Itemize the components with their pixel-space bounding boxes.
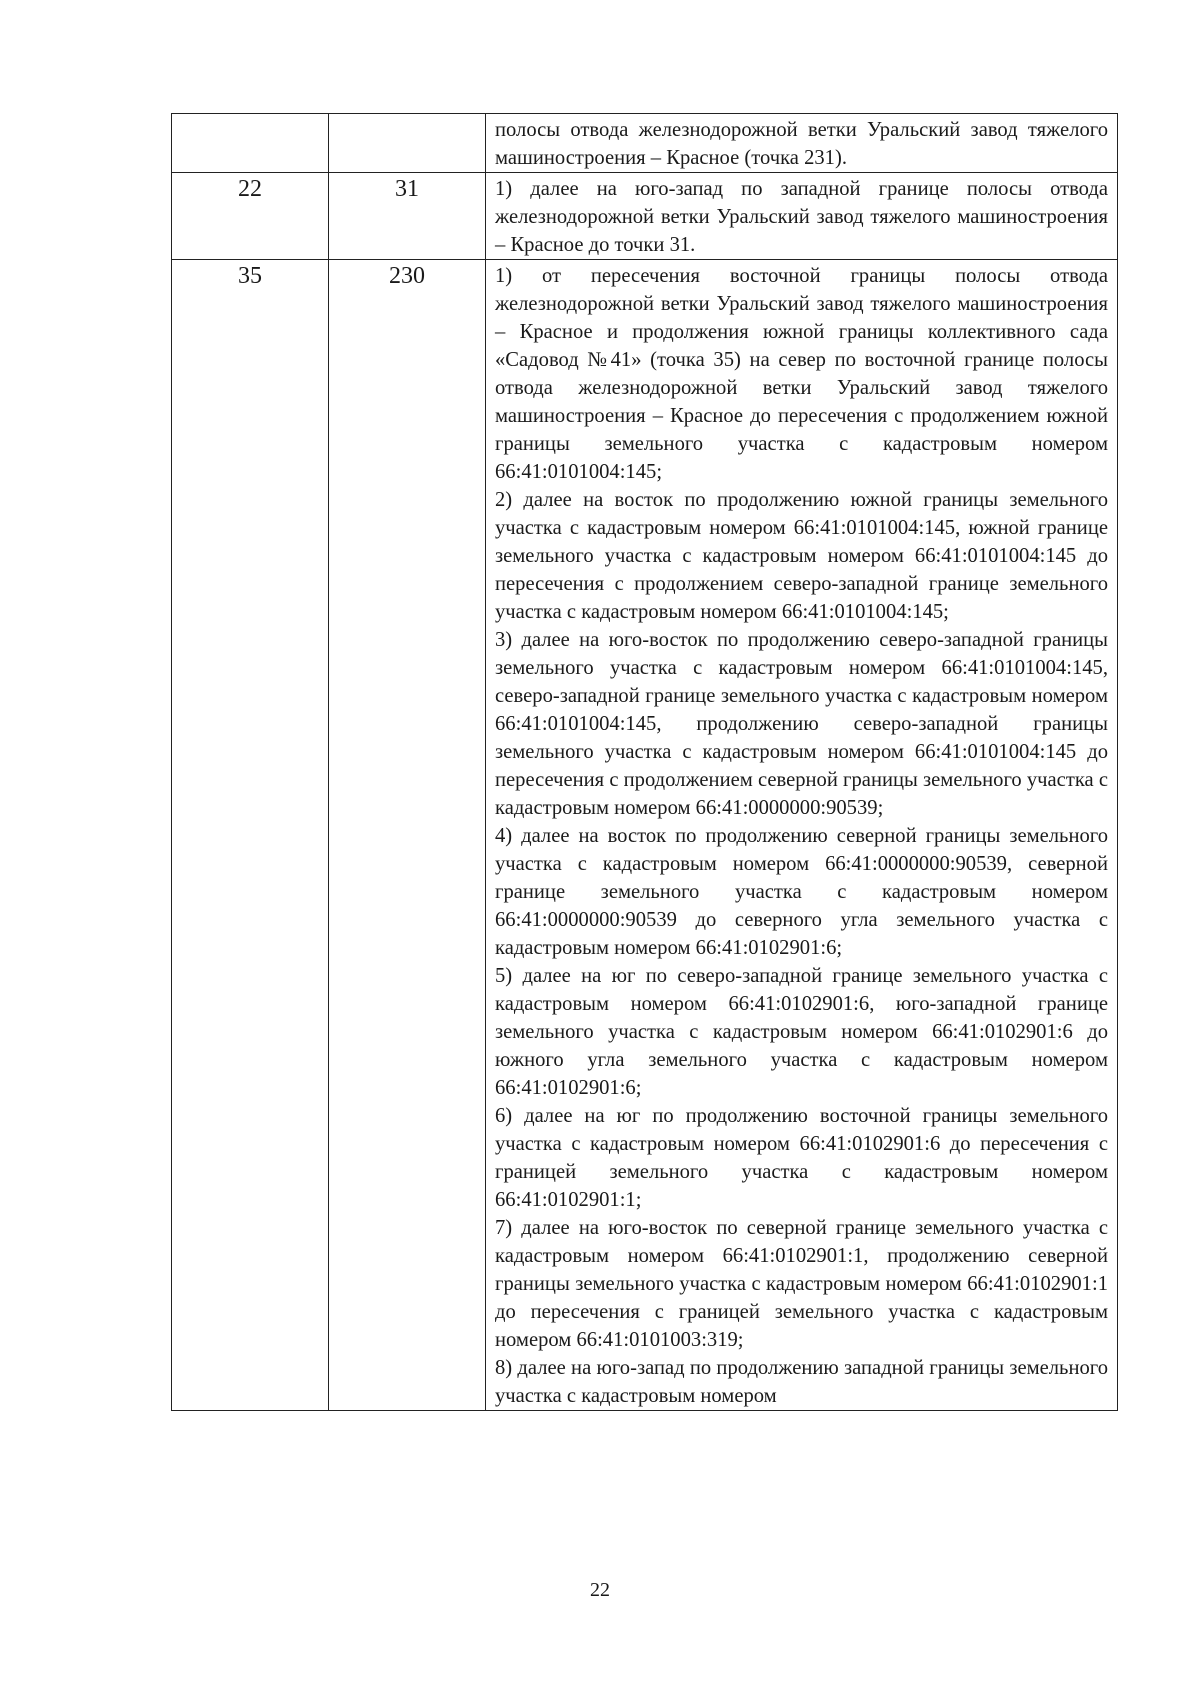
description-paragraph: 2) далее на восток по продолжению южной границы земельного участка с кадастровым номером 66:41:0101004:145, южной границе земельного участка с кадастровым номером 66:41:0101004:145 до пересечения с продолжением северо-западной границе земельного участка с кадастровым номером 66:41:0101004:145; — [495, 489, 1108, 623]
description-paragraph: 1) далее на юго-запад по западной границе полосы отвода железнодорожной ветки Уральский завод тяжелого машиностроения – Красное до точки 31. — [495, 178, 1108, 256]
description-paragraph: полосы отвода железнодорожной ветки Уральский завод тяжелого машиностроения – Красное (точка 231). — [495, 119, 1108, 169]
end-point-cell: 31 — [329, 173, 486, 260]
description-paragraph: 7) далее на юго-восток по северной границе земельного участка с кадастровым номером 66:41:0102901:1, продолжению северной границы земельного участка с кадастровым номером 66:41:0102901:1 до пересечения с границей земельного участка с кадастровым номером 66:41:0101003:319; — [495, 1217, 1108, 1351]
start-point-cell: 35 — [172, 260, 329, 1411]
boundary-description-table — [171, 113, 1118, 1411]
description-paragraph: 4) далее на восток по продолжению северной границы земельного участка с кадастровым номером 66:41:0000000:90539, северной границе земельного участка с кадастровым номером 66:41:0000000:90539 до северного угла земельного участка с кадастровым номером 66:41:0102901:6; — [495, 825, 1108, 959]
description-paragraph: 6) далее на юг по продолжению восточной границы земельного участка с кадастровым номером 66:41:0102901:6 до пересечения с границей земельного участка с кадастровым номером 66:41:0102901:1; — [495, 1105, 1108, 1211]
start-point-cell — [172, 114, 329, 173]
end-point-cell: 230 — [329, 260, 486, 1411]
description-paragraph: 3) далее на юго-восток по продолжению северо-западной границы земельного участка с кадастровым номером 66:41:0101004:145, северо-западной границе земельного участка с кадастровым номером 66:41:0101004:145, продолжению северо-западной границы земельного участка с кадастровым номером 66:41:0101004:145 до пересечения с продолжением северной границы земельного участка с кадастровым номером 66:41:0000000:90539; — [495, 629, 1108, 819]
description-cell — [486, 260, 1118, 1411]
table-row — [172, 114, 1118, 173]
description-cell — [486, 173, 1118, 260]
description-paragraph: 5) далее на юг по северо-западной границе земельного участка с кадастровым номером 66:41:0102901:6, юго-западной границе земельного участка с кадастровым номером 66:41:0102901:6 до южного угла земельного участка с кадастровым номером 66:41:0102901:6; — [495, 965, 1108, 1099]
end-point-cell — [329, 114, 486, 173]
description-paragraph: 8) далее на юго-запад по продолжению западной границы земельного участка с кадастровым номером — [495, 1357, 1108, 1407]
table-row — [172, 260, 1118, 1411]
description-cell — [486, 114, 1118, 173]
table-row — [172, 173, 1118, 260]
start-point-cell: 22 — [172, 173, 329, 260]
page-number: 22 — [590, 1579, 610, 1601]
description-paragraph: 1) от пересечения восточной границы полосы отвода железнодорожной ветки Уральский завод тяжелого машиностроения – Красное и продолжения южной границы коллективного сада «Садовод №41» (точка 35) на север по восточной границе полосы отвода железнодорожной ветки Уральский завод тяжелого машиностроения – Красное до пересечения с продолжением южной границы земельного участка с кадастровым номером 66:41:0101004:145; — [495, 265, 1108, 483]
